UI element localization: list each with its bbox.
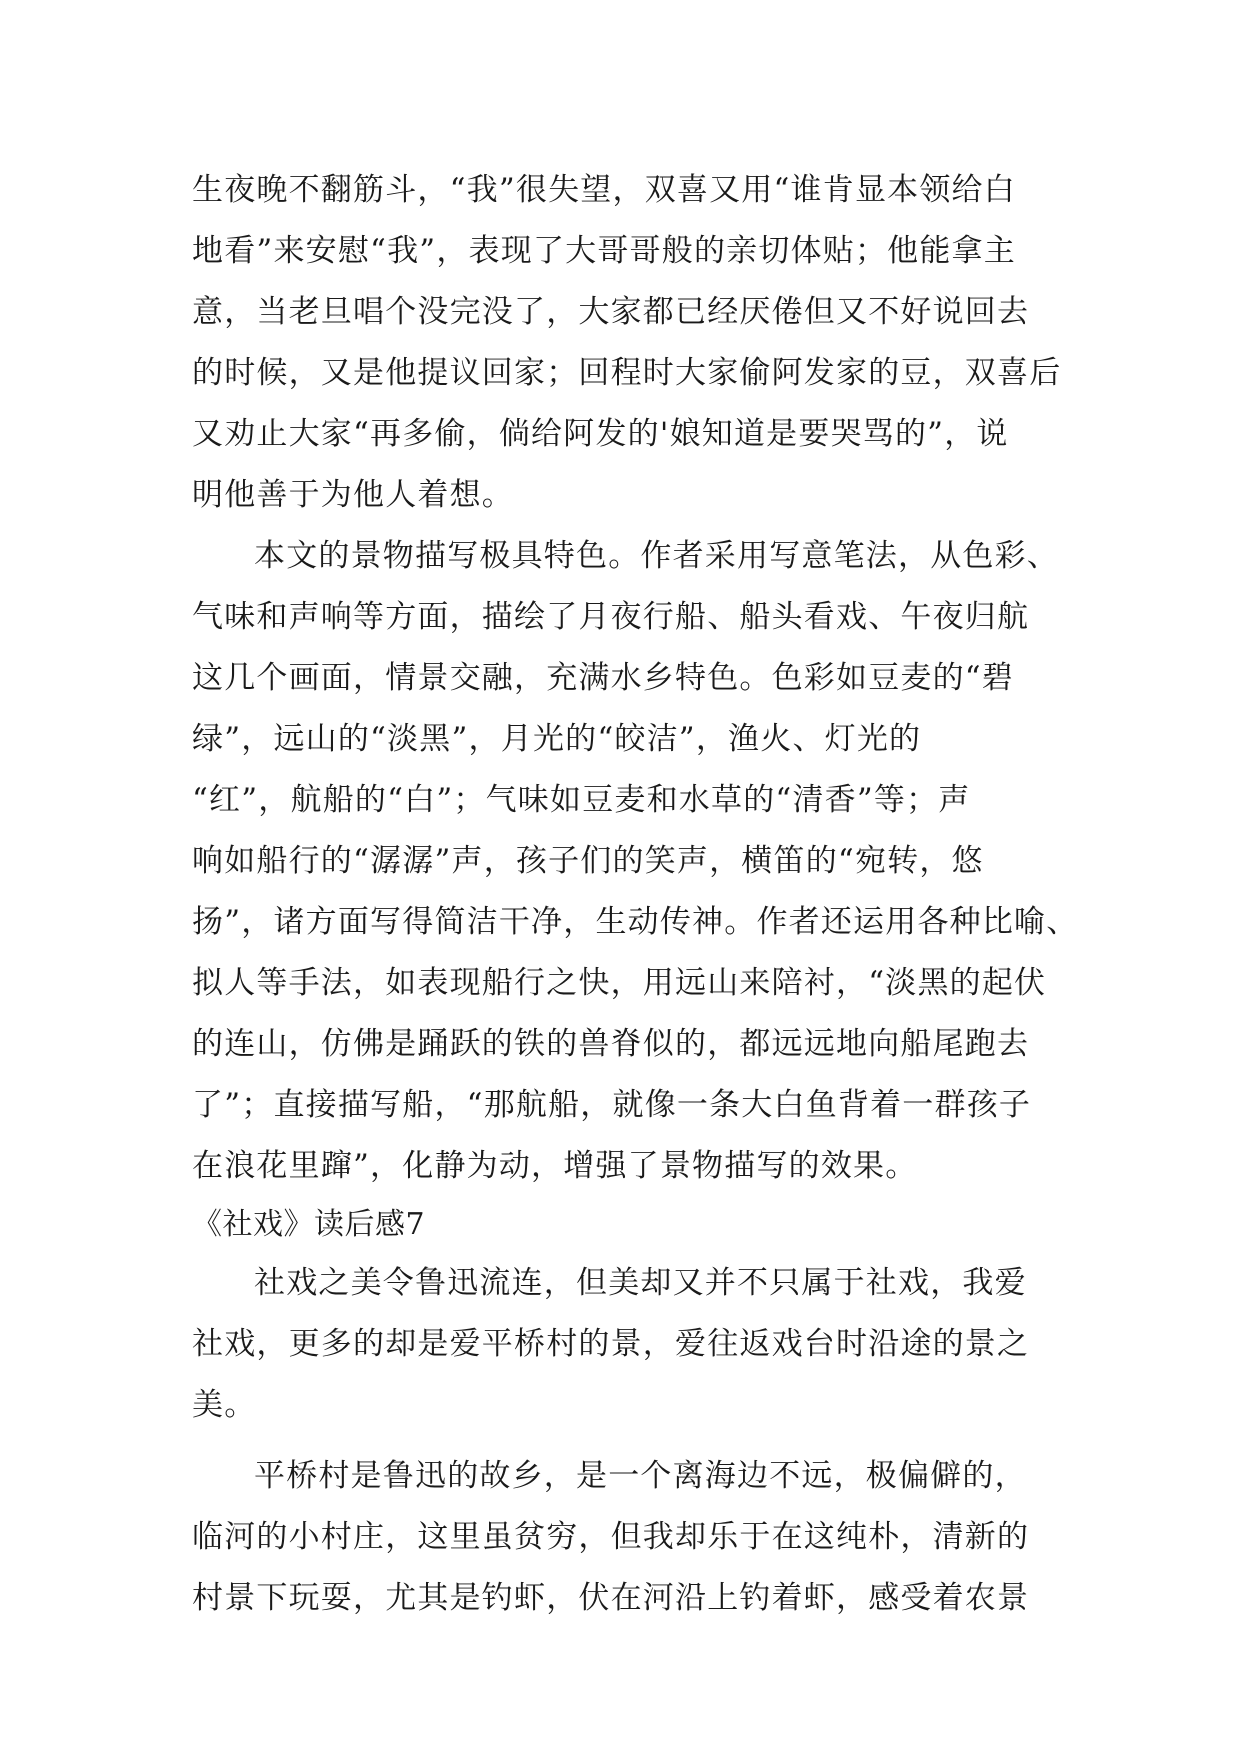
text-line: 地看”来安慰“我”，表现了大哥哥般的亲切体贴；他能拿主 bbox=[192, 233, 1016, 269]
text-line: 绿”，远山的“淡黑”，月光的“皎洁”，渔火、灯光的 bbox=[192, 721, 922, 757]
text-line: “红”，航船的“白”；气味如豆麦和水草的“清香”等；声 bbox=[192, 782, 971, 818]
paragraph-pingqiao-village bbox=[192, 1446, 1052, 1629]
text-line: 临河的小村庄，这里虽贫穷，但我却乐于在这纯朴，清新的 bbox=[192, 1519, 1030, 1555]
text-line: 在浪花里蹿”，化静为动，增强了景物描写的效果。 bbox=[192, 1148, 918, 1184]
text-line: 美。 bbox=[192, 1387, 257, 1423]
text-line: 明他善于为他人着想。 bbox=[192, 477, 514, 513]
text-line: 生夜晚不翻筋斗，“我”很失望，双喜又用“谁肯显本领给白 bbox=[192, 172, 1016, 208]
paragraph-gap bbox=[192, 1436, 1052, 1446]
text-line: 响如船行的“潺潺”声，孩子们的笑声，横笛的“宛转，悠 bbox=[192, 843, 984, 879]
text-line: 扬”，诸方面写得简洁干净，生动传神。作者还运用各种比喻、 bbox=[192, 904, 1079, 940]
section-heading: 《社戏》读后感7 bbox=[192, 1207, 426, 1242]
text-line: 社戏之美令鲁迅流连，但美却又并不只属于社戏，我爱 bbox=[254, 1265, 1027, 1301]
text-line: 的连山，仿佛是踊跃的铁的兽脊似的，都远远地向船尾跑去 bbox=[192, 1026, 1030, 1062]
text-line: 了”；直接描写船，“那航船，就像一条大白鱼背着一群孩子 bbox=[192, 1087, 1032, 1123]
paragraph-beauty-of-scenery bbox=[192, 1253, 1052, 1436]
text-line: 这几个画面，情景交融，充满水乡特色。色彩如豆麦的“碧 bbox=[192, 660, 1015, 696]
text-line: 本文的景物描写极具特色。作者采用写意笔法，从色彩、 bbox=[254, 538, 1059, 574]
text-line: 又劝止大家“再多偷，倘给阿发的'娘知道是要哭骂的”，说 bbox=[192, 416, 1009, 452]
text-line: 意，当老旦唱个没完没了，大家都已经厌倦但又不好说回去 bbox=[192, 294, 1030, 330]
document-page bbox=[192, 160, 1079, 1629]
text-line: 拟人等手法，如表现船行之快，用远山来陪衬，“淡黑的起伏 bbox=[192, 965, 1047, 1001]
paragraph-scenery-description bbox=[192, 526, 1079, 1197]
text-line: 村景下玩耍，尤其是钓虾，伏在河沿上钓着虾，感受着农景 bbox=[192, 1580, 1030, 1616]
text-line: 气味和声响等方面，描绘了月夜行船、船头看戏、午夜归航 bbox=[192, 599, 1030, 635]
paragraph-character-shuangxi bbox=[192, 160, 1062, 526]
text-line: 的时候，又是他提议回家；回程时大家偷阿发家的豆，双喜后 bbox=[192, 355, 1062, 391]
text-line: 社戏，更多的却是爱平桥村的景，爱往返戏台时沿途的景之 bbox=[192, 1326, 1030, 1362]
text-line: 平桥村是鲁迅的故乡，是一个离海边不远，极偏僻的， bbox=[254, 1458, 1027, 1494]
